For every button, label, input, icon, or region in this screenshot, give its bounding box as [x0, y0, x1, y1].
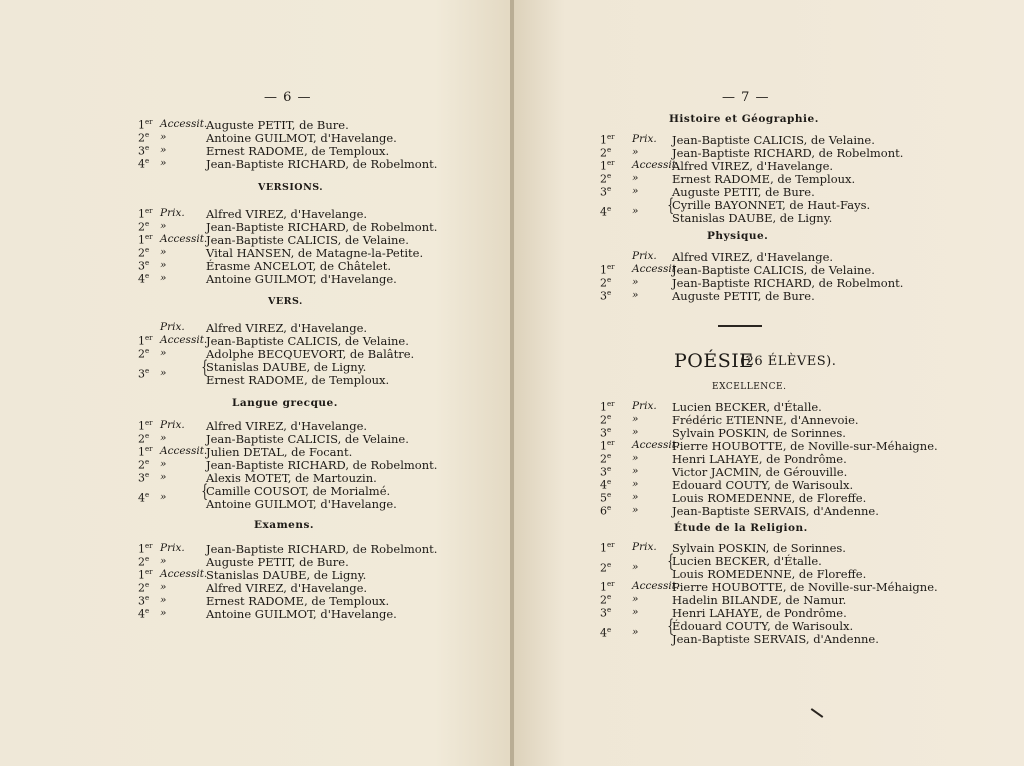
- laureate-name: Alfred VIREZ, d'Havelange.: [206, 207, 368, 221]
- laureate-name: Ernest RADOME, de Temploux.: [672, 172, 856, 186]
- rank-label: 4e: [600, 478, 612, 492]
- award-type: »: [632, 465, 639, 477]
- award-type: »: [632, 504, 639, 516]
- laureate-name: Stanislas DAUBE, de Ligny.: [206, 360, 367, 374]
- award-type: Accessit.: [632, 159, 680, 171]
- rank-label: 1er: [600, 580, 615, 594]
- award-type: Prix.: [160, 207, 185, 219]
- award-type: Accessit.: [632, 439, 680, 451]
- rank-label: 1er: [600, 133, 615, 147]
- rank-label: 3e: [138, 259, 150, 273]
- award-type: Accessit.: [160, 445, 208, 457]
- rank-label: 4e: [600, 205, 612, 219]
- rank-label: 2e: [138, 131, 150, 145]
- rank-label: 2e: [600, 146, 612, 160]
- rank-label: 3e: [138, 471, 150, 485]
- laureate-name: Sylvain POSKIN, de Sorinnes.: [672, 541, 846, 555]
- ink-mark: [811, 708, 824, 718]
- award-type: »: [160, 458, 167, 470]
- laureate-name: Stanislas DAUBE, de Ligny.: [672, 211, 833, 225]
- laureate-name: Ernest RADOME, de Temploux.: [206, 144, 390, 158]
- laureate-name: Jean-Baptiste RICHARD, de Robelmont.: [206, 157, 438, 171]
- rank-label: 2e: [600, 561, 612, 575]
- award-type: »: [632, 593, 639, 605]
- rank-label: 2e: [600, 593, 612, 607]
- rank-label: 3e: [138, 594, 150, 608]
- laureate-name: Frédéric ETIENNE, d'Annevoie.: [672, 413, 859, 427]
- award-type: Prix.: [632, 133, 657, 145]
- award-type: »: [632, 478, 639, 490]
- laureate-name: Antoine GUILMOT, d'Havelange.: [206, 497, 397, 511]
- award-type: »: [160, 272, 167, 284]
- laureate-name: Jean-Baptiste SERVAIS, d'Andenne.: [672, 504, 879, 518]
- rank-label: 4e: [138, 272, 150, 286]
- award-type: Accessit.: [160, 334, 208, 346]
- laureate-name: Jean-Baptiste RICHARD, de Robelmont.: [672, 146, 904, 160]
- rank-label: 1er: [138, 542, 153, 556]
- award-type: »: [160, 347, 167, 359]
- rank-label: 1er: [600, 263, 615, 277]
- award-type: »: [632, 205, 639, 217]
- laureate-name: Alfred VIREZ, d'Havelange.: [672, 250, 834, 264]
- laureate-name: Auguste PETIT, de Bure.: [672, 185, 815, 199]
- laureate-name: Victor JACMIN, de Gérouville.: [672, 465, 848, 479]
- rank-label: 2e: [600, 172, 612, 186]
- award-type: »: [160, 607, 167, 619]
- laureate-name: Hadelin BILANDE, de Namur.: [672, 593, 847, 607]
- laureate-name: Ernest RADOME, de Temploux.: [206, 373, 390, 387]
- rank-label: 1er: [600, 439, 615, 453]
- laureate-name: Jean-Baptiste RICHARD, de Robelmont.: [206, 458, 438, 472]
- brace-mark: {: [667, 616, 675, 637]
- laureate-name: Lucien BECKER, d'Étalle.: [672, 400, 822, 414]
- laureate-name: Jean-Baptiste CALICIS, de Velaine.: [672, 133, 875, 147]
- laureate-name: Lucien BECKER, d'Étalle.: [672, 554, 822, 568]
- brace-mark: {: [201, 481, 209, 502]
- rank-label: 2e: [138, 347, 150, 361]
- award-type: Accessit.: [160, 233, 208, 245]
- award-type: »: [160, 594, 167, 606]
- rank-label: 3e: [600, 185, 612, 199]
- laureate-name: Jean-Baptiste RICHARD, de Robelmont.: [206, 220, 438, 234]
- laureate-name: Louis ROMEDENNE, de Floreffe.: [672, 567, 867, 581]
- rank-label: 2e: [138, 220, 150, 234]
- rank-label: 1er: [600, 159, 615, 173]
- rank-label: 4e: [138, 491, 150, 505]
- laureate-name: Stanislas DAUBE, de Ligny.: [206, 568, 367, 582]
- award-type: »: [632, 626, 639, 638]
- laureate-name: Auguste PETIT, de Bure.: [206, 118, 349, 132]
- award-type: »: [632, 289, 639, 301]
- laureate-name: Antoine GUILMOT, d'Havelange.: [206, 272, 397, 286]
- award-type: »: [160, 491, 167, 503]
- laureate-name: Alexis MOTET, de Martouzin.: [206, 471, 377, 485]
- laureate-name: Camille COUSOT, de Morialmé.: [206, 484, 391, 498]
- rank-label: 3e: [138, 144, 150, 158]
- rank-label: 4e: [138, 607, 150, 621]
- rank-label: 1er: [138, 568, 153, 582]
- award-type: »: [160, 471, 167, 483]
- award-type: »: [160, 144, 167, 156]
- rank-label: 3e: [600, 289, 612, 303]
- laureate-name: Antoine GUILMOT, d'Havelange.: [206, 131, 397, 145]
- rank-label: 4e: [138, 157, 150, 171]
- section-title: Histoire et Géographie.: [669, 113, 819, 125]
- laureate-name: Adolphe BECQUEVORT, de Balâtre.: [206, 347, 415, 361]
- laureate-name: Antoine GUILMOT, d'Havelange.: [206, 607, 397, 621]
- brace-mark: {: [667, 195, 675, 216]
- rank-label: 2e: [138, 432, 150, 446]
- rank-label: 1er: [138, 419, 153, 433]
- award-type: »: [632, 172, 639, 184]
- laureate-name: Jean-Baptiste RICHARD, de Robelmont.: [206, 542, 438, 556]
- award-type: »: [632, 276, 639, 288]
- brace-mark: {: [201, 357, 209, 378]
- award-type: »: [160, 157, 167, 169]
- award-type: Accessit.: [160, 118, 208, 130]
- rank-label: 1er: [138, 118, 153, 132]
- rank-label: 1er: [138, 445, 153, 459]
- award-type: Accessit.: [160, 568, 208, 580]
- award-type: »: [160, 246, 167, 258]
- section-title: POÉSIE: [674, 350, 754, 372]
- laureate-name: Jean-Baptiste CALICIS, de Velaine.: [672, 263, 875, 277]
- laureate-name: Jean-Baptiste CALICIS, de Velaine.: [206, 432, 409, 446]
- award-type: Accessit.: [632, 263, 680, 275]
- award-type: »: [632, 561, 639, 573]
- award-type: Accessit.: [632, 580, 680, 592]
- rank-label: 4e: [600, 626, 612, 640]
- award-type: »: [160, 131, 167, 143]
- laureate-name: Vital HANSEN, de Matagne-la-Petite.: [206, 246, 424, 260]
- section-title: VERSIONS.: [258, 182, 324, 193]
- award-type: »: [632, 452, 639, 464]
- page-number: — 7 —: [722, 90, 770, 105]
- laureate-name: Jean-Baptiste CALICIS, de Velaine.: [206, 233, 409, 247]
- laureate-name: Alfred VIREZ, d'Havelange.: [206, 581, 368, 595]
- award-type: »: [632, 146, 639, 158]
- laureate-name: Érasme ANCELOT, de Châtelet.: [206, 259, 392, 273]
- laureate-name: Alfred VIREZ, d'Havelange.: [672, 159, 834, 173]
- rank-label: 2e: [138, 581, 150, 595]
- rank-label: 5e: [600, 491, 612, 505]
- laureate-name: Ernest RADOME, de Temploux.: [206, 594, 390, 608]
- right-page: [514, 0, 1024, 766]
- rank-label: 3e: [138, 367, 150, 381]
- rank-label: 1er: [138, 233, 153, 247]
- section-title: EXCELLENCE.: [712, 382, 787, 392]
- laureate-name: Alfred VIREZ, d'Havelange.: [206, 419, 368, 433]
- page-number: — 6 —: [264, 90, 312, 105]
- award-type: Prix.: [632, 250, 657, 262]
- rank-label: 2e: [138, 246, 150, 260]
- laureate-name: Jean-Baptiste RICHARD, de Robelmont.: [672, 276, 904, 290]
- rank-label: 2e: [138, 458, 150, 472]
- laureate-name: Pierre HOUBOTTE, de Noville-sur-Méhaigne.: [672, 580, 938, 594]
- rank-label: 2e: [600, 452, 612, 466]
- section-title: Étude de la Religion.: [674, 522, 808, 534]
- laureate-name: Julien DETAL, de Focant.: [206, 445, 353, 459]
- laureate-name: Sylvain POSKIN, de Sorinnes.: [672, 426, 846, 440]
- rank-label: 1er: [138, 207, 153, 221]
- award-type: »: [632, 413, 639, 425]
- award-type: Prix.: [160, 321, 185, 333]
- award-type: »: [632, 606, 639, 618]
- award-type: Prix.: [632, 400, 657, 412]
- award-type: Prix.: [632, 541, 657, 553]
- rank-label: 3e: [600, 465, 612, 479]
- laureate-name: Jean-Baptiste CALICIS, de Velaine.: [206, 334, 409, 348]
- laureate-name: Cyrille BAYONNET, de Haut-Fays.: [672, 198, 871, 212]
- rank-label: 6e: [600, 504, 612, 518]
- section-title: VERS.: [268, 296, 303, 307]
- award-type: »: [160, 259, 167, 271]
- laureate-name: Auguste PETIT, de Bure.: [206, 555, 349, 569]
- section-title: Langue grecque.: [232, 397, 338, 409]
- laureate-name: Edouard COUTY, de Warisoulx.: [672, 478, 854, 492]
- rank-label: 2e: [600, 413, 612, 427]
- section-title: Physique.: [707, 230, 769, 242]
- award-type: »: [160, 367, 167, 379]
- award-type: »: [632, 185, 639, 197]
- award-type: »: [632, 426, 639, 438]
- laureate-name: Henri LAHAYE, de Pondrôme.: [672, 452, 847, 466]
- laureate-name: Édouard COUTY, de Warisoulx.: [672, 619, 854, 633]
- laureate-name: Auguste PETIT, de Bure.: [672, 289, 815, 303]
- rank-label: 2e: [138, 555, 150, 569]
- award-type: »: [632, 491, 639, 503]
- laureate-name: Jean-Baptiste SERVAIS, d'Andenne.: [672, 632, 879, 646]
- section-title: Examens.: [254, 519, 315, 531]
- section-subtitle: (26 ÉLÈVES).: [740, 354, 837, 369]
- award-type: »: [160, 432, 167, 444]
- award-type: Prix.: [160, 542, 185, 554]
- award-type: »: [160, 220, 167, 232]
- brace-mark: {: [667, 551, 675, 572]
- rank-label: 3e: [600, 426, 612, 440]
- rank-label: 2e: [600, 276, 612, 290]
- rank-label: 1er: [138, 334, 153, 348]
- rank-label: 3e: [600, 606, 612, 620]
- ornament-rule: [718, 325, 762, 327]
- laureate-name: Pierre HOUBOTTE, de Noville-sur-Méhaigne.: [672, 439, 938, 453]
- award-type: »: [160, 581, 167, 593]
- award-type: »: [160, 555, 167, 567]
- award-type: Prix.: [160, 419, 185, 431]
- laureate-name: Alfred VIREZ, d'Havelange.: [206, 321, 368, 335]
- rank-label: 1er: [600, 400, 615, 414]
- rank-label: 1er: [600, 541, 615, 555]
- laureate-name: Henri LAHAYE, de Pondrôme.: [672, 606, 847, 620]
- laureate-name: Louis ROMEDENNE, de Floreffe.: [672, 491, 867, 505]
